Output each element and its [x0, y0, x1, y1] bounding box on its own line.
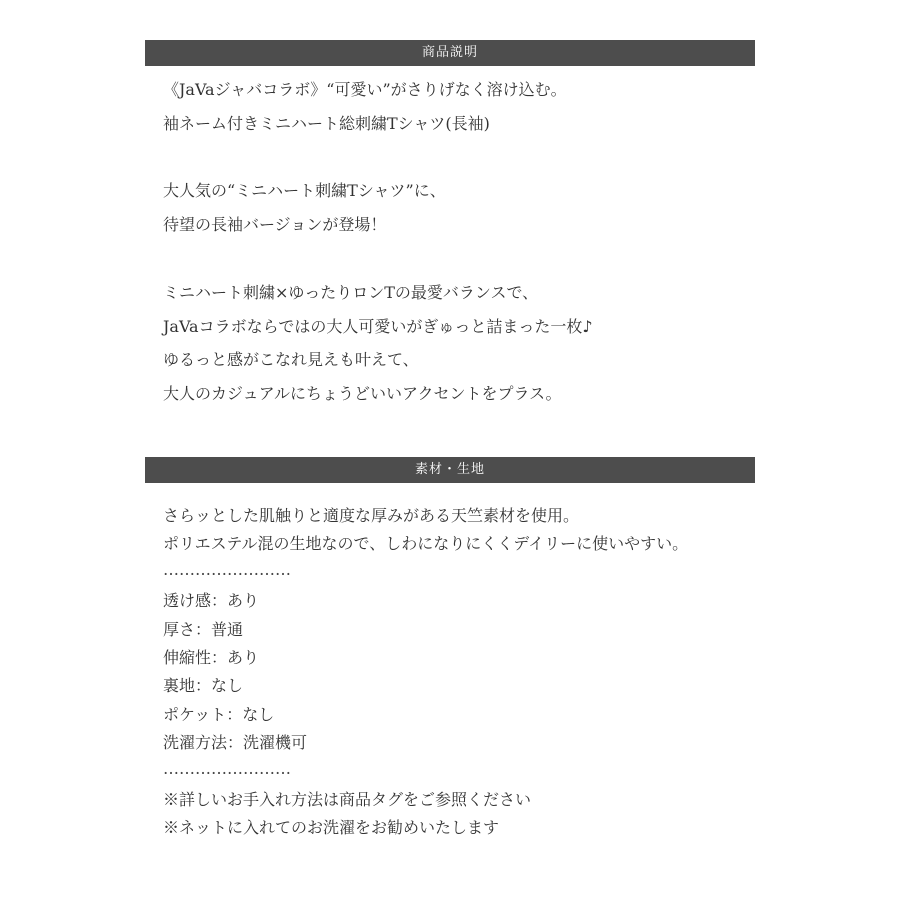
- description-line: ミニハート刺繍×ゆったりロンTの最愛バランスで、: [163, 283, 539, 302]
- spec-line: 厚さ：普通: [163, 620, 244, 639]
- description-line: 《JaVaジャバコラボ》“可愛い”がさりげなく溶け込む。: [163, 80, 567, 99]
- description-line: 大人気の“ミニハート刺繍Tシャツ”に、: [163, 181, 446, 200]
- section-heading-description: 商品説明: [145, 40, 755, 66]
- spec-line: 透け感：あり: [163, 591, 260, 610]
- care-note-line: ※詳しいお手入れ方法は商品タグをご参照ください: [163, 790, 532, 809]
- material-intro-line: さらッとした肌触りと適度な厚みがある天竺素材を使用。: [163, 506, 580, 525]
- description-line: ゆるっと感がこなれ見えも叶えて、: [163, 350, 419, 369]
- section-heading-material: 素材・生地: [145, 457, 755, 483]
- description-line: JaVaコラボならではの大人可愛いがぎゅっと詰まった一枚♪: [163, 317, 593, 336]
- description-line: 大人のカジュアルにちょうどいいアクセントをプラス。: [163, 384, 562, 403]
- description-line: 袖ネーム付きミニハート総刺繍Tシャツ(長袖): [163, 114, 490, 133]
- spec-line: 裏地：なし: [163, 676, 244, 695]
- spec-line: 洗濯方法：洗濯機可: [163, 733, 308, 752]
- dotted-divider: ……………………: [163, 759, 291, 778]
- material-intro-line: ポリエステル混の生地なので、しわになりにくくデイリーに使いやすい。: [163, 534, 689, 553]
- dotted-divider: ……………………: [163, 560, 291, 579]
- spec-line: ポケット：なし: [163, 705, 275, 724]
- description-line: 待望の長袖バージョンが登場！: [163, 215, 387, 234]
- care-note-line: ※ネットに入れてのお洗濯をお勧めいたします: [163, 818, 500, 837]
- spec-line: 伸縮性：あり: [163, 648, 260, 667]
